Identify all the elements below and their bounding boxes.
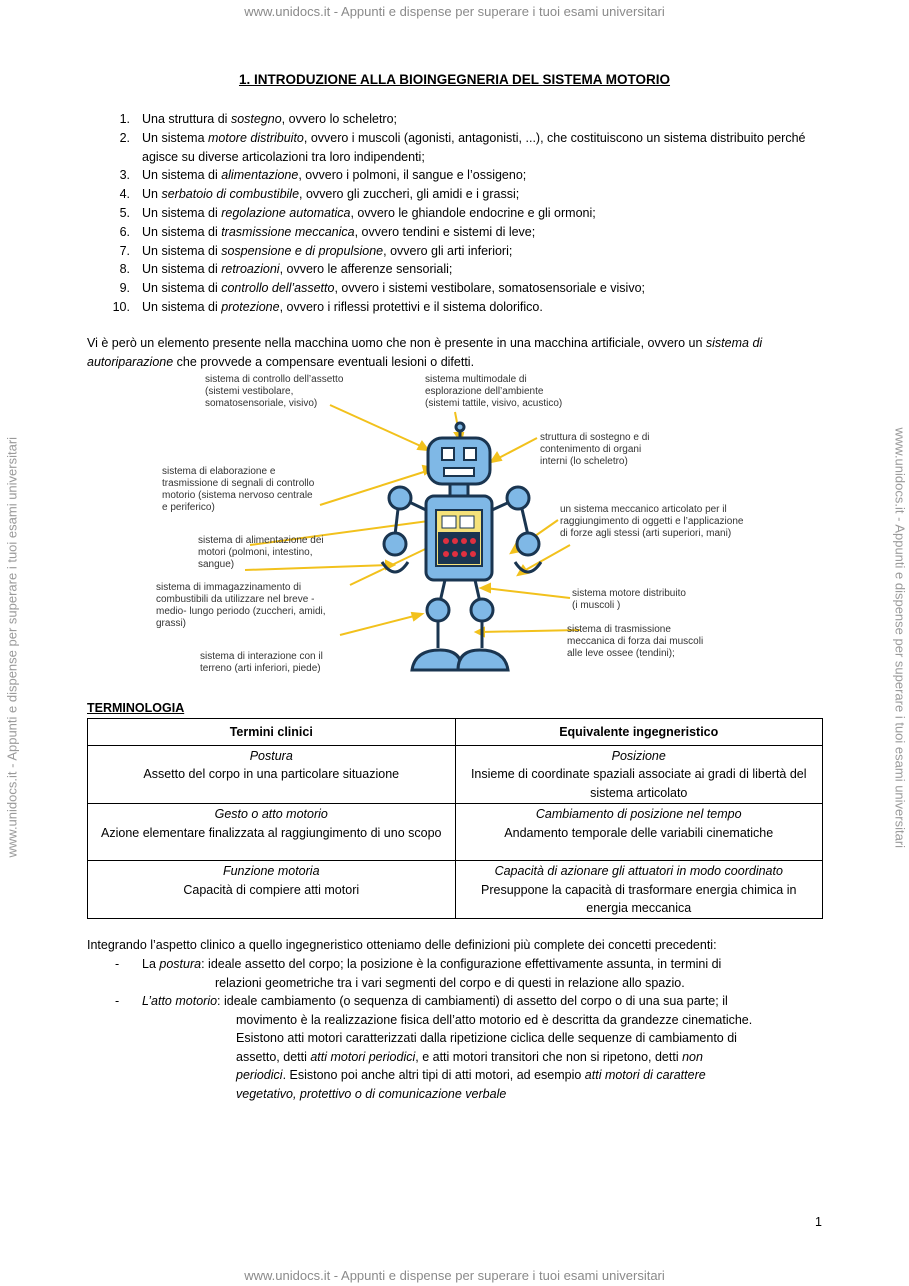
table-row [88,746,823,804]
label-struttura-sostegno: struttura di sostegno e di contenimento di organi interni (lo scheletro) [540,432,650,467]
list-item: 4. Un serbatoio di combustibile, ovvero gli zuccheri, gli amidi e i grassi; [119,187,520,202]
label-alimentazione: sistema di alimentazione dei motori (polmoni, intestino, sangue) [198,535,324,570]
clinical-cell: Postura Assetto del corpo in una particolare situazione [88,746,456,804]
label-multimodale: sistema multimodale di esplorazione dell’ambiente (sistemi tattile, visivo, acustico) [425,374,563,409]
list-item: 1. Una struttura di sostegno, ovvero lo scheletro; [119,112,398,126]
list-item: 6. Un sistema di trasmissione meccanica, ovvero tendini e sistemi di leve; [119,224,536,239]
label-motore-distribuito: sistema motore distribuito (i muscoli ) [572,588,686,611]
definition-postura: - La postura: ideale assetto del corpo; la posizione è la configurazione effettivamente assunta, in termini di relazioni geometriche tra i vari segmenti del corpo e di questi in relazione allo spazio. [115,957,722,990]
clinical-cell: Funzione motoria Capacità di compiere atti motori [88,861,456,919]
engineering-cell: Posizione Insieme di coordinate spaziali associate ai gradi di libertà del sistema articolato [455,746,823,804]
label-trasmissione: sistema di trasmissione meccanica di forza dai muscoli alle leve ossee (tendini); [567,624,704,659]
watermark-bottom: www.unidocs.it - Appunti e dispense per superare i tuoi esami universitari [244,1268,665,1283]
terminology-title: TERMINOLOGIA [87,701,185,715]
robot-figure [150,370,760,674]
label-immagazzinamento: sistema di immagazzinamento di combustibili da utilizzare nel breve -medio- lungo periodo (zuccheri, amidi, grassi) [156,582,326,629]
label-meccanico-articolato: un sistema meccanico articolato per il raggiungimento di oggetti e l’applicazione di forze agli stessi (arti superiori, mani) [560,504,744,539]
header-engineering: Equivalente ingegneristico [455,719,823,746]
repair-paragraph: Vi è però un elemento presente nella macchina uomo che non è presente in una macchina artificiale, ovvero un sistema di autoriparazione che provvede a compensare eventuali lesioni o difetti. [87,336,763,369]
definition-atto-motorio: - L’atto motorio: ideale cambiamento (o sequenza di cambiamenti) di assetto del corpo o di una sua parte; il movimento è la realizzazione fisica dell’atto motorio ed è descritta da grandezze cinematiche. Esistono atti motori caratterizzati dalla ripetizione ciclica delle sequenze di cambiamento di assetto, detti atti motori periodici, e atti motori transitori che non si ripetono, detti non periodici. Esistono poi anche altri tipi di atti motori, ad esempio atti motori di carattere vegetativo, protettivo o di comunicazione verbale [115,994,753,1101]
list-item: 2. Un sistema motore distribuito, ovvero i muscoli (agonisti, antagonisti, ...), che costituiscono un sistema distribuito perché agisce su diverse articolazioni tra loro indipendenti; [119,130,806,164]
page-number: 1 [815,1215,822,1229]
watermark-right: www.unidocs.it - Appunti e dispense per superare i tuoi esami universitari [892,427,908,849]
header-clinical: Termini clinici [88,719,456,746]
list-item: 5. Un sistema di regolazione automatica, ovvero le ghiandole endocrine e gli ormoni; [119,205,596,220]
list-item: 3. Un sistema di alimentazione, ovvero i polmoni, il sangue e l’ossigeno; [119,168,527,183]
intro-list [108,110,808,317]
list-item: 7. Un sistema di sospensione e di propulsione, ovvero gli arti inferiori; [119,243,513,258]
table-row [88,804,823,861]
engineering-cell: Cambiamento di posizione nel tempo Andamento temporale delle variabili cinematiche [455,804,823,861]
bullet-dash: - [115,994,120,1008]
table-row [88,861,823,919]
list-item: 8. Un sistema di retroazioni, ovvero le afferenze sensoriali; [119,262,453,277]
list-item: 9. Un sistema di controllo dell’assetto, ovvero i sistemi vestibolare, somatosensoriale e visivo; [119,281,646,296]
label-interazione: sistema di interazione con il terreno (arti inferiori, piede) [200,651,323,674]
watermark-left: www.unidocs.it - Appunti e dispense per superare i tuoi esami universitari [4,436,20,858]
label-controllo-assetto: sistema di controllo dell’assetto (sistemi vestibolare, somatosensoriale, visivo) [205,374,344,409]
watermark-top: www.unidocs.it - Appunti e dispense per superare i tuoi esami universitari [244,4,665,19]
engineering-cell: Capacità di azionare gli attuatori in modo coordinato Presuppone la capacità di trasformare energia chimica in energia meccanica [455,861,823,919]
label-elaborazione: sistema di elaborazione e trasmissione di segnali di controllo motorio (sistema nervoso centrale e periferico) [162,466,315,513]
integration-paragraph: Integrando l’aspetto clinico a quello ingegneristico otteniamo delle definizioni più complete dei concetti precedenti: [87,938,717,952]
page-title: 1. INTRODUZIONE ALLA BIOINGEGNERIA DEL SISTEMA MOTORIO [238,72,671,87]
bullet-dash: - [115,957,120,971]
list-item: 10. Un sistema di protezione, ovvero i riflessi protettivi e il sistema dolorifico. [112,299,543,314]
clinical-cell: Gesto o atto motorio Azione elementare finalizzata al raggiungimento di uno scopo [88,804,456,861]
table-header-row [88,719,823,746]
terminology-table [87,718,823,919]
